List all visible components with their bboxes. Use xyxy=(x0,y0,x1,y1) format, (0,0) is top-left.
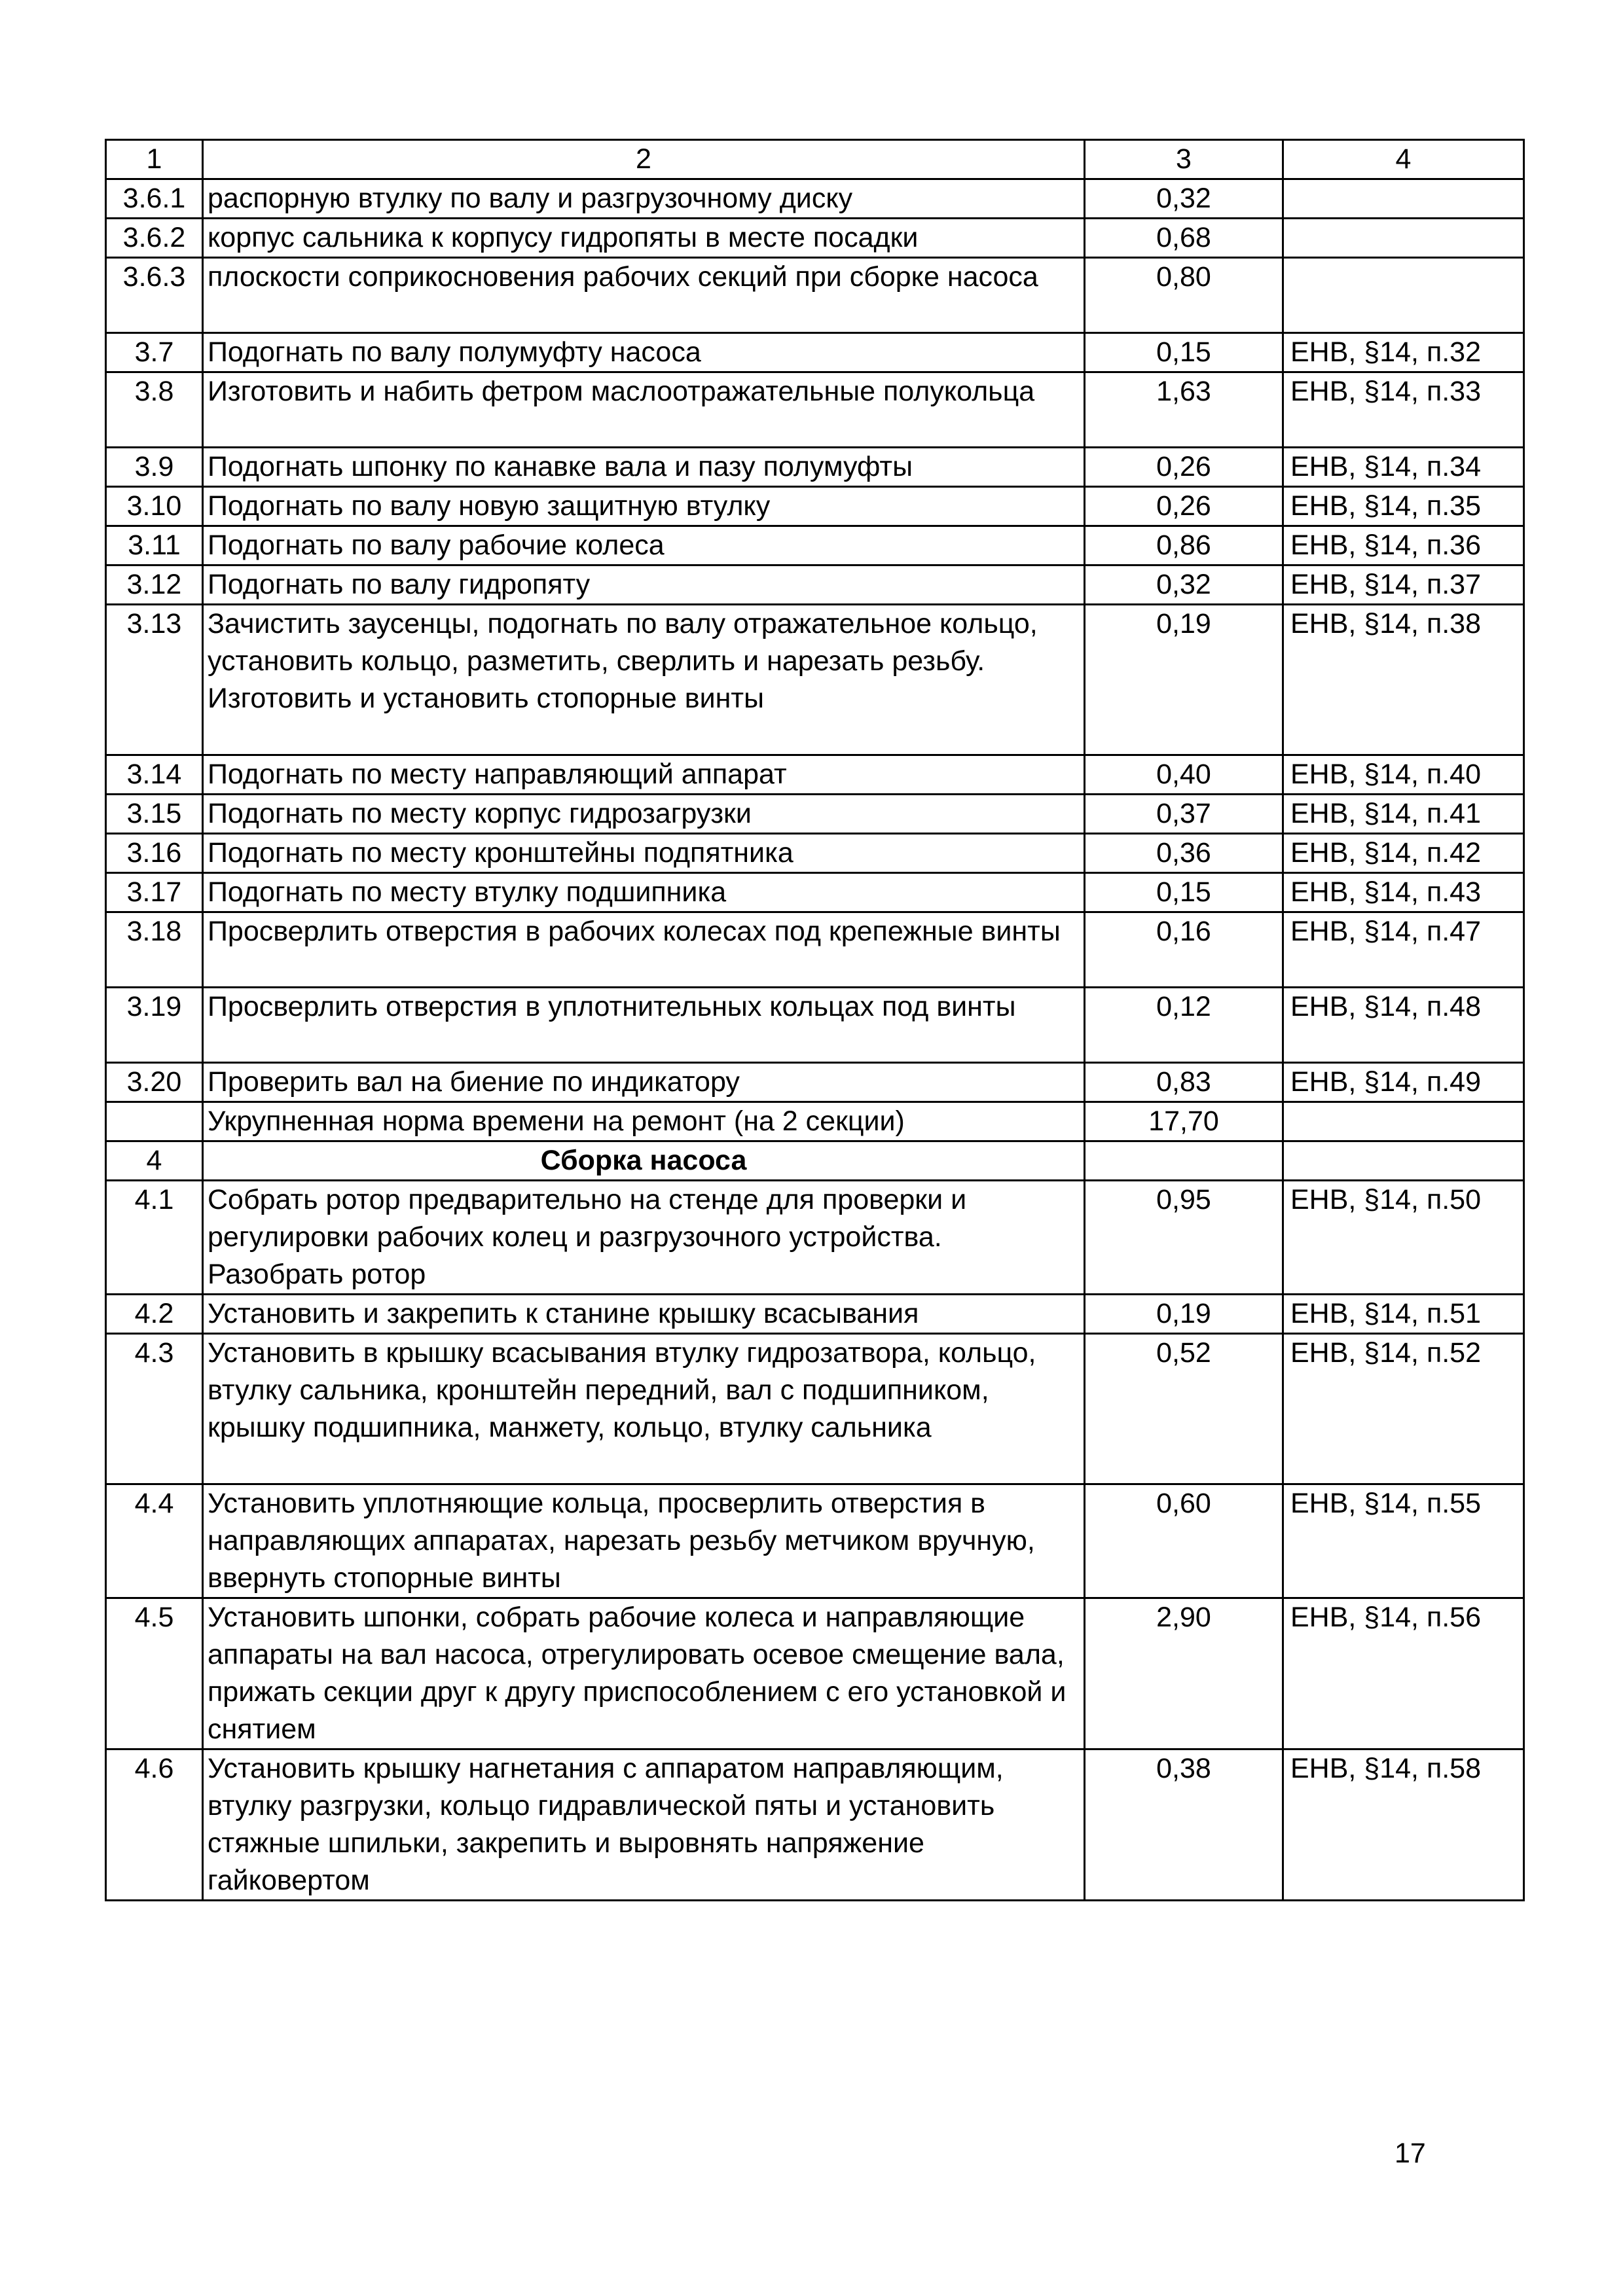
row-number: 3.6.2 xyxy=(106,219,203,258)
row-reference: ЕНВ, §14, п.42 xyxy=(1283,834,1524,873)
row-reference: ЕНВ, §14, п.40 xyxy=(1283,755,1524,795)
table-row xyxy=(106,565,1524,605)
row-reference: ЕНВ, §14, п.50 xyxy=(1283,1181,1524,1295)
row-norm-time: 0,26 xyxy=(1085,448,1283,487)
row-description: Проверить вал на биение по индикатору xyxy=(203,1063,1085,1102)
row-description: Сборка насоса xyxy=(203,1141,1085,1181)
row-number: 3.6.3 xyxy=(106,258,203,333)
row-reference: ЕНВ, §14, п.51 xyxy=(1283,1295,1524,1334)
row-norm-time: 0,26 xyxy=(1085,487,1283,526)
row-description: Подогнать по месту кронштейны подпятника xyxy=(203,834,1085,873)
row-norm-time: 17,70 xyxy=(1085,1102,1283,1141)
table-row xyxy=(106,1749,1524,1901)
row-norm-time: 0,60 xyxy=(1085,1484,1283,1598)
row-number: 4.4 xyxy=(106,1484,203,1598)
table-row xyxy=(106,258,1524,333)
row-number: 3.6.1 xyxy=(106,179,203,219)
header-col-2: 2 xyxy=(203,140,1085,179)
row-number: 3.13 xyxy=(106,605,203,755)
row-reference: ЕНВ, §14, п.34 xyxy=(1283,448,1524,487)
row-number: 3.15 xyxy=(106,795,203,834)
table-row xyxy=(106,1334,1524,1484)
row-norm-time: 0,32 xyxy=(1085,179,1283,219)
row-norm-time: 0,36 xyxy=(1085,834,1283,873)
table-row xyxy=(106,448,1524,487)
row-description: распорную втулку по валу и разгрузочному диску xyxy=(203,179,1085,219)
row-number: 4.5 xyxy=(106,1598,203,1749)
row-description: Просверлить отверстия в рабочих колесах под крепежные винты xyxy=(203,912,1085,988)
row-description: Изготовить и набить фетром маслоотражательные полукольца xyxy=(203,372,1085,448)
row-reference: ЕНВ, §14, п.33 xyxy=(1283,372,1524,448)
row-norm-time: 0,37 xyxy=(1085,795,1283,834)
row-description: Установить в крышку всасывания втулку гидрозатвора, кольцо, втулку сальника, кронштейн передний, вал с подшипником, крышку подшипника, манжету, кольцо, втулку сальника xyxy=(203,1334,1085,1484)
table-row xyxy=(106,873,1524,912)
row-reference xyxy=(1283,219,1524,258)
row-number: 3.11 xyxy=(106,526,203,565)
row-reference xyxy=(1283,179,1524,219)
table-row xyxy=(106,834,1524,873)
row-reference: ЕНВ, §14, п.58 xyxy=(1283,1749,1524,1901)
row-reference: ЕНВ, §14, п.48 xyxy=(1283,988,1524,1063)
row-reference: ЕНВ, §14, п.52 xyxy=(1283,1334,1524,1484)
row-description: Установить крышку нагнетания с аппаратом направляющим, втулку разгрузки, кольцо гидравлической пяты и установить стяжные шпильки, закрепить и выровнять напряжение гайковертом xyxy=(203,1749,1085,1901)
row-description: Подогнать по валу гидропяту xyxy=(203,565,1085,605)
row-norm-time: 0,32 xyxy=(1085,565,1283,605)
row-description: корпус сальника к корпусу гидропяты в месте посадки xyxy=(203,219,1085,258)
row-norm-time: 0,86 xyxy=(1085,526,1283,565)
row-number: 3.8 xyxy=(106,372,203,448)
row-norm-time: 0,19 xyxy=(1085,605,1283,755)
row-norm-time: 0,16 xyxy=(1085,912,1283,988)
row-description: Подогнать по месту корпус гидрозагрузки xyxy=(203,795,1085,834)
row-description: Установить шпонки, собрать рабочие колеса и направляющие аппараты на вал насоса, отрегулировать осевое смещение вала, прижать секции друг к другу приспособлением с его установкой и снятием xyxy=(203,1598,1085,1749)
row-description: Зачистить заусенцы, подогнать по валу отражательное кольцо, установить кольцо, разметить, сверлить и нарезать резьбу. Изготовить и установить стопорные винты xyxy=(203,605,1085,755)
row-description: Подогнать шпонку по канавке вала и пазу полумуфты xyxy=(203,448,1085,487)
row-reference xyxy=(1283,1102,1524,1141)
row-description: Подогнать по валу рабочие колеса xyxy=(203,526,1085,565)
row-norm-time: 0,15 xyxy=(1085,873,1283,912)
row-description: Собрать ротор предварительно на стенде для проверки и регулировки рабочих колец и разгрузочного устройства. Разобрать ротор xyxy=(203,1181,1085,1295)
row-reference xyxy=(1283,258,1524,333)
row-norm-time: 0,40 xyxy=(1085,755,1283,795)
table-row xyxy=(106,1181,1524,1295)
row-norm-time: 2,90 xyxy=(1085,1598,1283,1749)
table-row xyxy=(106,912,1524,988)
table-row xyxy=(106,179,1524,219)
row-reference: ЕНВ, §14, п.56 xyxy=(1283,1598,1524,1749)
row-norm-time: 1,63 xyxy=(1085,372,1283,448)
row-reference: ЕНВ, §14, п.37 xyxy=(1283,565,1524,605)
row-number: 3.12 xyxy=(106,565,203,605)
row-number: 3.20 xyxy=(106,1063,203,1102)
row-norm-time: 0,12 xyxy=(1085,988,1283,1063)
row-description: Подогнать по месту втулку подшипника xyxy=(203,873,1085,912)
table-row xyxy=(106,605,1524,755)
row-description: плоскости соприкосновения рабочих секций при сборке насоса xyxy=(203,258,1085,333)
row-number xyxy=(106,1102,203,1141)
row-reference: ЕНВ, §14, п.41 xyxy=(1283,795,1524,834)
row-number: 3.14 xyxy=(106,755,203,795)
row-number: 4.6 xyxy=(106,1749,203,1901)
row-number: 4.3 xyxy=(106,1334,203,1484)
table-row xyxy=(106,795,1524,834)
table-row xyxy=(106,1598,1524,1749)
row-reference: ЕНВ, §14, п.38 xyxy=(1283,605,1524,755)
row-norm-time: 0,15 xyxy=(1085,333,1283,372)
row-reference xyxy=(1283,1141,1524,1181)
row-norm-time: 0,83 xyxy=(1085,1063,1283,1102)
row-number: 3.18 xyxy=(106,912,203,988)
row-norm-time: 0,19 xyxy=(1085,1295,1283,1334)
row-number: 3.7 xyxy=(106,333,203,372)
section-row xyxy=(106,1141,1524,1181)
table-row xyxy=(106,1063,1524,1102)
row-description: Подогнать по валу полумуфту насоса xyxy=(203,333,1085,372)
row-number: 4.1 xyxy=(106,1181,203,1295)
row-number: 3.17 xyxy=(106,873,203,912)
row-description: Подогнать по месту направляющий аппарат xyxy=(203,755,1085,795)
row-reference: ЕНВ, §14, п.47 xyxy=(1283,912,1524,988)
page-number: 17 xyxy=(1395,2138,1426,2169)
row-number: 4 xyxy=(106,1141,203,1181)
row-number: 3.19 xyxy=(106,988,203,1063)
row-number: 3.9 xyxy=(106,448,203,487)
row-norm-time: 0,68 xyxy=(1085,219,1283,258)
row-reference: ЕНВ, §14, п.35 xyxy=(1283,487,1524,526)
row-description: Просверлить отверстия в уплотнительных кольцах под винты xyxy=(203,988,1085,1063)
row-number: 3.10 xyxy=(106,487,203,526)
row-reference: ЕНВ, §14, п.49 xyxy=(1283,1063,1524,1102)
row-description: Установить уплотняющие кольца, просверлить отверстия в направляющих аппаратах, нарезать резьбу метчиком вручную, ввернуть стопорные винты xyxy=(203,1484,1085,1598)
row-norm-time: 0,38 xyxy=(1085,1749,1283,1901)
row-reference: ЕНВ, §14, п.36 xyxy=(1283,526,1524,565)
header-col-3: 3 xyxy=(1085,140,1283,179)
table-row xyxy=(106,333,1524,372)
norms-table-body xyxy=(106,140,1524,1901)
table-row xyxy=(106,526,1524,565)
norms-table xyxy=(105,139,1525,1901)
table-row xyxy=(106,988,1524,1063)
table-row xyxy=(106,219,1524,258)
header-col-4: 4 xyxy=(1283,140,1524,179)
row-reference: ЕНВ, §14, п.43 xyxy=(1283,873,1524,912)
row-description: Укрупненная норма времени на ремонт (на 2 секции) xyxy=(203,1102,1085,1141)
row-norm-time: 0,52 xyxy=(1085,1334,1283,1484)
row-reference: ЕНВ, §14, п.55 xyxy=(1283,1484,1524,1598)
row-description: Подогнать по валу новую защитную втулку xyxy=(203,487,1085,526)
row-norm-time xyxy=(1085,1141,1283,1181)
row-norm-time: 0,95 xyxy=(1085,1181,1283,1295)
row-reference: ЕНВ, §14, п.32 xyxy=(1283,333,1524,372)
row-description: Установить и закрепить к станине крышку всасывания xyxy=(203,1295,1085,1334)
table-row xyxy=(106,372,1524,448)
table-row xyxy=(106,487,1524,526)
row-norm-time: 0,80 xyxy=(1085,258,1283,333)
table-row xyxy=(106,755,1524,795)
table-row xyxy=(106,1102,1524,1141)
table-row xyxy=(106,1295,1524,1334)
row-number: 4.2 xyxy=(106,1295,203,1334)
row-number: 3.16 xyxy=(106,834,203,873)
header-col-1: 1 xyxy=(106,140,203,179)
header-row xyxy=(106,140,1524,179)
table-row xyxy=(106,1484,1524,1598)
